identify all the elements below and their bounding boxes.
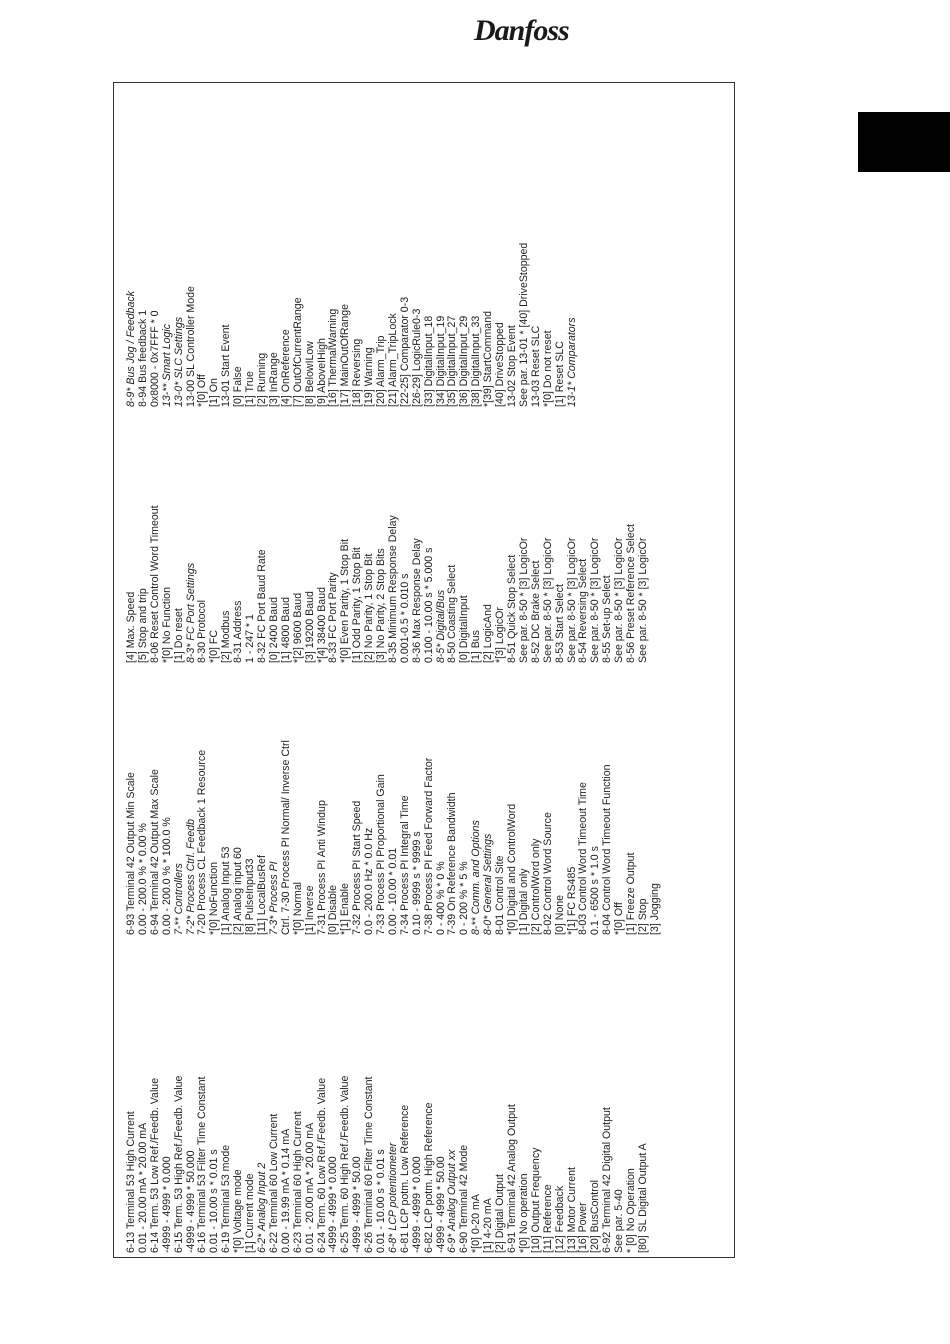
parameter-line: [11] Reference — [541, 1184, 554, 1253]
parameter-line: 7-39 On Reference Bandwidth — [446, 792, 459, 935]
parameter-line: [1] 4-20 mA — [482, 1198, 495, 1253]
parameter-line: 8-04 Control Word Timeout Function — [601, 764, 614, 935]
parameter-line: 0.00 - 19.99 mA * 0.14 mA — [279, 1128, 292, 1253]
parameter-line: [17] MainOutOfRange — [339, 303, 352, 407]
parameter-line: [2] Running — [255, 352, 268, 407]
parameter-line: See par. 5-40 — [613, 1189, 626, 1253]
parameter-line: [13] Motor Current — [565, 1167, 578, 1253]
parameter-line: *[0] Do not reset — [541, 330, 554, 407]
parameter-line: *[0] No operation — [517, 1173, 530, 1253]
parameter-line: [0] None — [553, 894, 566, 935]
parameter-line: [2] Analog input 60 — [232, 847, 245, 935]
parameter-line: 7-38 Process PI Feed Forward Factor — [422, 757, 435, 935]
parameter-line: [4] OnReference — [279, 329, 292, 407]
parameter-line: *[0] FC — [208, 630, 221, 663]
parameter-line: 0.00 - 200.0 % * 0.00 % — [136, 823, 149, 935]
group-heading: 13-1* Comparators — [565, 317, 578, 407]
parameter-line: [18] Reversing — [351, 338, 364, 407]
parameter-line: *[3] LogicOr — [494, 607, 507, 663]
logo-text: Danfoss — [474, 14, 569, 47]
parameter-line: 0.01 - 20.00 mA * 20.00 mA — [136, 1122, 149, 1253]
parameter-line: -4999 - 4999 * 50.00 — [434, 1156, 447, 1253]
parameter-line: 8-53 Start Select — [553, 584, 566, 663]
parameter-line: 8-01 Control Site — [494, 855, 507, 935]
parameter-line: See par. 8-50 * [3] LogicOr — [613, 537, 626, 663]
parameter-line: [12] Feedback — [553, 1185, 566, 1253]
group-heading: 8-** Comm. and Options — [470, 820, 483, 935]
parameter-line: 0.00 - 200.0 % * 100.0 % — [160, 817, 173, 935]
parameter-line: 8-51 Quick Stop Select — [506, 554, 518, 663]
parameter-line: *[0] Voltage mode — [232, 1169, 245, 1253]
parameter-line: 6-94 Terminal 42 Output Max Scale — [148, 769, 161, 935]
parameter-line: *[0] Off — [196, 374, 209, 407]
parameter-line: 0.1 - 6500 s * 1.0 s — [589, 846, 602, 935]
parameter-line: [8] BelowILow — [303, 341, 316, 407]
parameter-line: 8-06 Reset Control Word Timeout — [148, 505, 161, 663]
parameter-line: *[0] Off — [613, 902, 626, 935]
group-heading: 7-3* Process PI — [267, 861, 280, 935]
parameter-line: [2] Stop — [636, 898, 649, 935]
parameter-line: 0.10 - 9999 s * 9999 s — [410, 831, 423, 935]
parameter-line: 8-94 Bus feedback 1 — [136, 309, 149, 407]
parameter-line: 6-19 Terminal 53 mode — [220, 1144, 233, 1253]
parameter-line: 6-82 LCP potm. High Reference — [422, 1102, 435, 1253]
parameter-line: [1] Do reset — [172, 608, 185, 663]
group-heading: 13-0* SLC Settings — [172, 316, 185, 407]
parameter-line: 8-31 Address — [232, 600, 245, 663]
parameter-line: [3] 19200 Baud — [303, 591, 316, 663]
parameter-line: 0.100 - 10.00 s * 5.000 s — [422, 547, 435, 663]
parameter-line: 6-92 Terminal 42 Digital Output — [601, 1107, 614, 1253]
parameter-line: [1] Analog Input 53 — [220, 846, 233, 935]
parameter-line: [1] Bus — [470, 630, 483, 663]
parameter-line: [7] OutOfCurrentRange — [291, 297, 304, 407]
group-heading: 7-2* Process Ctrl. Feedb — [184, 819, 197, 935]
parameter-line: 8-52 DC Brake Select — [529, 560, 542, 663]
parameter-line: [16] ThermalWarning — [327, 308, 340, 407]
parameter-line: -4999 - 4999 * 0.000 — [160, 1156, 173, 1253]
parameter-line: 13-03 Reset SLC — [529, 325, 542, 407]
group-heading: 8-0* General Settings — [482, 833, 495, 935]
parameter-line: -4999 - 4999 * 50.00 — [351, 1156, 364, 1253]
parameter-line: [2] Modbus — [220, 610, 233, 663]
column-2 — [126, 635, 662, 935]
parameter-line: 6-16 Terminal 53 Filter Time Constant — [196, 1076, 209, 1253]
parameter-line: [80] SL Digital Output A — [636, 1143, 649, 1253]
parameter-line: 8-55 Set-up Select — [601, 575, 614, 663]
parameter-line: 8-30 Protocol — [196, 599, 209, 663]
parameter-line: 13-02 Stop Event — [506, 325, 518, 407]
parameter-line: See par. 8-50 * [3] LogicOr — [565, 537, 578, 663]
parameter-line: -4999 - 4999 * 0.000 — [410, 1156, 423, 1253]
parameter-line: 0x8000 - 0x7FFF * 0 — [148, 310, 161, 407]
parameter-line: 6-91 Terminal 42 Analog Output — [506, 1104, 518, 1253]
parameter-line: [3] No Parity, 2 Stop Bits — [375, 548, 388, 663]
parameter-line: [20] Alarm_Trip — [375, 335, 388, 407]
parameter-line: 0.001-0.5 * 0.010 s — [398, 573, 411, 663]
parameter-line: [26-29] LogicRule0-3 — [410, 308, 423, 407]
parameter-line: 6-90 Terminal 42 Mode — [458, 1144, 471, 1253]
column-4 — [126, 107, 578, 407]
parameter-line: [0] False — [232, 366, 245, 407]
rotated-content — [120, 93, 728, 1253]
parameter-line: [1] Digital only — [517, 868, 530, 935]
parameter-line: [34] DigitalInput_19 — [434, 315, 447, 407]
parameter-line: [9] AboveIHigh — [315, 338, 328, 407]
parameter-line: 6-13 Terminal 53 High Current — [125, 1111, 137, 1253]
parameter-line: 0 - 400 % * 0 % — [434, 861, 447, 935]
parameter-line: [11] LocalBusRef — [255, 855, 268, 935]
parameter-line: 6-26 Terminal 60 Filter Time Constant — [363, 1076, 376, 1253]
group-heading: 8-5* Digital/Bus — [434, 589, 447, 663]
parameter-line: [3] Jogging — [648, 883, 661, 935]
parameter-line: 8-32 FC Port Baud Rate — [255, 549, 268, 663]
parameter-line: 7-34 Process PI Integral Time — [398, 795, 411, 935]
column-3 — [126, 363, 650, 663]
parameter-line: * [0] No Operation — [625, 1168, 638, 1253]
parameter-line: 8-36 Max Response Delay — [410, 538, 423, 663]
parameter-line: [3] InRange — [267, 352, 280, 407]
parameter-line: See par. 8-50 * [3] LogicOr — [517, 537, 530, 663]
parameter-line: *[0] 0-20 mA — [470, 1194, 483, 1253]
parameter-line: [4] Max. Speed — [125, 591, 137, 663]
parameter-line: [0] 2400 Baud — [267, 597, 280, 663]
group-heading: 8-3* FC Port Settings — [184, 562, 197, 663]
parameter-line: 0.01 - 10.00 s * 0.01 s — [375, 1149, 388, 1253]
parameter-line: 8-33 FC Port Parity — [327, 572, 340, 663]
parameter-list-frame — [113, 82, 735, 1258]
parameter-line: 0.01 - 20.00 mA * 20.00 mA — [303, 1122, 316, 1253]
parameter-line: [16] Power — [577, 1202, 590, 1253]
parameter-line: [5] Stop and trip — [136, 588, 149, 663]
parameter-line: 8-02 Control Word Source — [541, 812, 554, 935]
parameter-line: [0] Disable — [327, 884, 340, 935]
parameter-line: *[2] 9600 Baud — [291, 592, 304, 663]
parameter-line: [1] Odd Parity, 1 Stop Bit — [351, 547, 364, 663]
group-heading: 6-8* LCP potentiometer — [386, 1142, 399, 1253]
parameter-line: 7-31 Process PI Anti Windup — [315, 800, 328, 935]
parameter-line: 8-56 Preset Reference Select — [625, 524, 638, 663]
group-heading: 6-9* Analog Output xx — [446, 1149, 459, 1253]
parameter-line: [2] ControlWord only — [529, 838, 542, 935]
parameter-line: [40] DriveStopped — [494, 322, 507, 407]
parameter-line: [0] DigitalInput — [458, 595, 471, 663]
parameter-line: [38] DigitalInput_33 — [470, 315, 483, 407]
parameter-line: See par. 8-50 * [3] LogicOr — [636, 537, 649, 663]
parameter-line: [20] BusControl — [589, 1179, 602, 1253]
parameter-line: [2] Digital Output — [494, 1174, 507, 1253]
parameter-line: *[0] No Function — [160, 587, 173, 663]
parameter-line: [22-25] Comparator 0-3 — [398, 296, 411, 407]
parameter-line: 0.00 - 10.00 * 0.01 — [386, 847, 399, 935]
parameter-line: *[1] FC RS485 — [565, 866, 578, 935]
parameter-line: -4999 - 4999 * 50.000 — [184, 1150, 197, 1253]
parameter-line: [21] Alarm_TripLock — [386, 313, 399, 407]
parameter-line: 8-50 Coasting Select — [446, 564, 459, 663]
parameter-line: 13-00 SL Controller Mode — [184, 286, 197, 407]
parameter-line: [2] LogicAnd — [482, 604, 495, 663]
parameter-line: [8] PulseInput33 — [244, 858, 257, 935]
parameter-line: 6-24 Term. 60 Low Ref./Feedb. Value — [315, 1077, 328, 1253]
parameter-line: *[0] Normal — [291, 882, 304, 935]
parameter-line: 0.0 - 200.0 Hz * 0.0 Hz — [363, 827, 376, 935]
parameter-line: [33] DigitalInput_18 — [422, 315, 435, 407]
parameter-line: Ctrl. 7-30 Process PI Normal/ Inverse Ctrl — [279, 740, 292, 935]
parameter-line: *[1] Enable — [339, 883, 352, 935]
parameter-line: [35] DigitalInput_27 — [446, 315, 459, 407]
parameter-line: [1] 4800 Baud — [279, 597, 292, 663]
parameter-line: 7-20 Process CL Feedback 1 Resource — [196, 749, 209, 935]
parameter-line: [2] No Parity, 1 Stop Bit — [363, 553, 376, 663]
parameter-line: 7-33 Process PI Proportional Gain — [375, 774, 388, 935]
parameter-line: *[0] Even Parity, 1 Stop Bit — [339, 538, 352, 663]
parameter-line: 8-03 Control Word Timeout Time — [577, 782, 590, 935]
parameter-line: *[0] NoFunction — [208, 861, 221, 935]
parameter-line: [1] Current mode — [244, 1173, 257, 1253]
parameter-line: -4999 - 4999 * 0.000 — [327, 1156, 340, 1253]
section-tab-marker — [858, 112, 950, 172]
group-heading: 7-** Controllers — [172, 863, 185, 935]
parameter-line: 6-22 Terminal 60 Low Current — [267, 1113, 280, 1253]
parameter-line: 6-14 Term. 53 Low Ref./Feedb. Value — [148, 1077, 161, 1253]
parameter-line: [10] Output Frequency — [529, 1147, 542, 1253]
parameter-line: *[4] 38400 Baud — [315, 587, 328, 663]
parameter-line: *[39] StartCommand — [482, 311, 495, 407]
group-heading: 13-** Smart Logic — [160, 323, 173, 407]
parameter-line: 6-23 Terminal 60 High Current — [291, 1111, 304, 1253]
parameter-line: See par. 13-01 * [40] DriveStopped — [517, 242, 530, 407]
parameter-line: [1] On — [208, 378, 221, 407]
danfoss-logo — [474, 14, 569, 54]
parameter-line: 0 - 200 % * 5 % — [458, 861, 471, 935]
parameter-line: [1] Reset SLC — [553, 341, 566, 407]
parameter-line: 8-35 Minimum Response Delay — [386, 515, 399, 663]
parameter-line: 6-15 Term. 53 High Ref./Feedb. Value — [172, 1075, 185, 1253]
parameter-line: 6-93 Terminal 42 Output Min Scale — [125, 772, 137, 935]
group-heading: 8-9* Bus Jog / Feedback — [125, 290, 137, 407]
parameter-line: See par. 8-50 * [3] LogicOr — [589, 537, 602, 663]
column-1 — [126, 953, 650, 1253]
parameter-line: [1] Freeze Output — [625, 852, 638, 935]
parameter-line: 8-54 Reversing Select — [577, 558, 590, 663]
parameter-line: 1 - 247 * 1 — [244, 614, 257, 663]
parameter-line: *[0] Digital and ControlWord — [506, 803, 518, 935]
parameter-line: [36] DigitalInput_29 — [458, 315, 471, 407]
parameter-line: [1] Inverse — [303, 885, 316, 935]
parameter-line: 13-01 Start Event — [220, 324, 233, 407]
parameter-line: [19] Warning — [363, 347, 376, 407]
parameter-line: 7-32 Process PI Start Speed — [351, 800, 364, 935]
parameter-line: [1] True — [244, 371, 257, 407]
parameter-line: 0.01 - 10.00 s * 0.01 s — [208, 1149, 221, 1253]
group-heading: 6-2* Analog Input 2 — [255, 1162, 268, 1253]
parameter-line: 6-25 Term. 60 High Ref./Feedb. Value — [339, 1075, 352, 1253]
parameter-line: 6-81 LCP potm. Low Reference — [398, 1104, 411, 1253]
parameter-line: See par. 8-50 * [3] LogicOr — [541, 537, 554, 663]
